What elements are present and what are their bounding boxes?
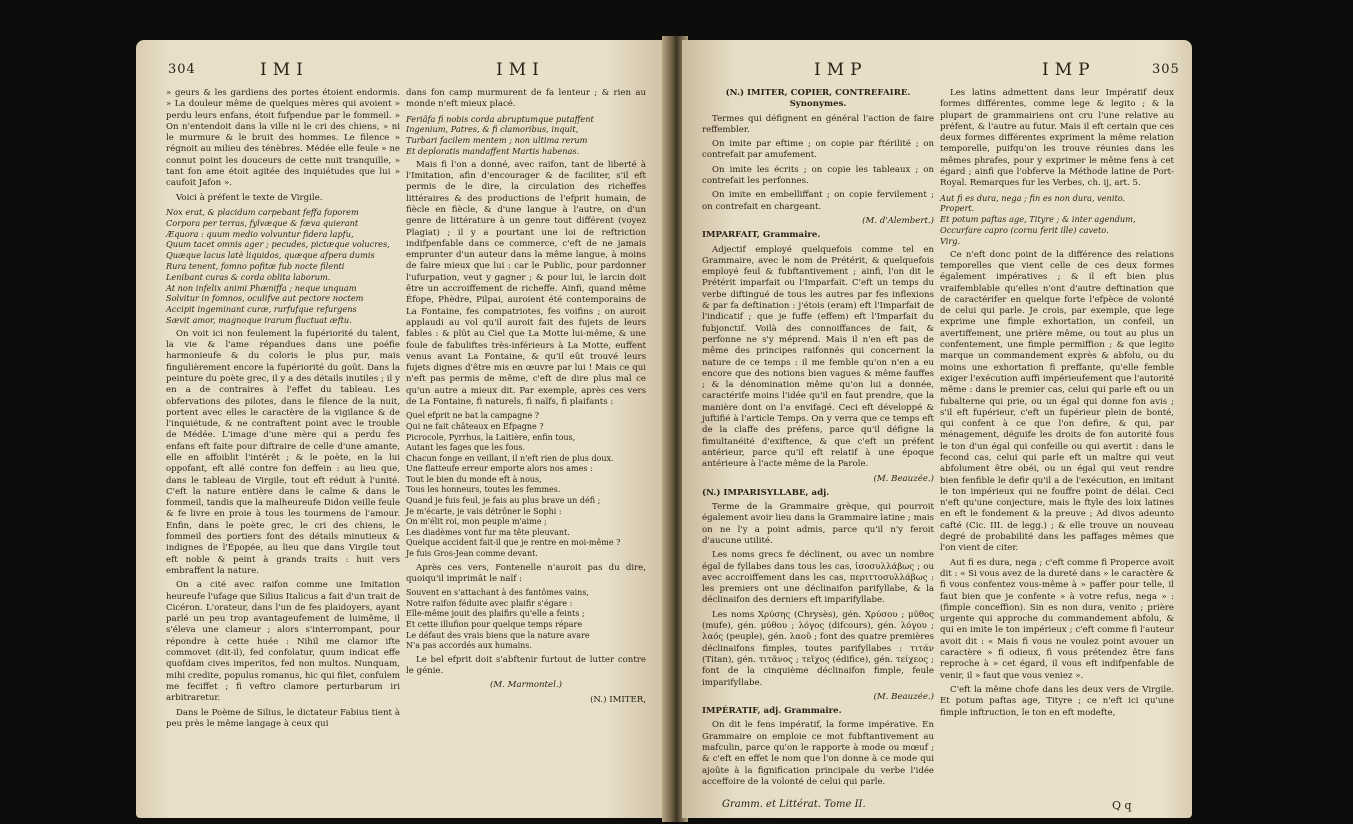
right-column-2 bbox=[940, 88, 1174, 722]
french-verse: Souvent en s'attachant à des fantômes vains, Notre raifon féduite avec plaifir s'égare : Elle-même jouit des plaifirs qu'elle a feints ; Et cette illufion pour quelque temps répare Le défaut des vrais biens que la nature avare N'a pas accordés aux humains. bbox=[406, 588, 590, 651]
paragraph: Les noms Χρύσης (Chrysès), gén. Χρύσου ; μῦθος (mufe), gén. μύθου ; λόγος (difcours), gén. λόγου ; λαός (peuple), gén. λαοῦ ; font des quatre premières déclinaifons fimples, toutes parifyllabes : τιτάν (Titan), gén. τιτᾶνος ; τεῖχος (édifice), gén. τείχεος ; font de la cinquième déclinaifon fimple, feule imparifyllabe. bbox=[702, 609, 934, 688]
latin-verse: Nox erat, & placidum carpebant feffa foporem Corpora per terras, fylvæque & fæva quierant Æquora : quum medio volvuntur fidera lapfu, Quum tacet omnis ager ; pecudes, pictæque volucres, Quæque lacus latè liquidos, quæque afpera dumis Rura tenent, fomno pofitæ fub nocte filenti Lenibant curas & corda oblita laborum. At non infelix animi Phæniffa ; neque unquam Solvitur in fomnos, oculifve aut pectore noctem Accipit ingeminant curæ, rurfufque refurgens Sævit amor, magnoque irarum fluctuat æftu. bbox=[166, 206, 390, 325]
catchword: (N.) IMITER, bbox=[590, 694, 646, 705]
paragraph: Les noms grecs fe déclinent, ou avec un nombre égal de fyllabes dans tous les cas, ἰσοσυλλάβως ; ou avec accroiffement dans les cas, περιττοσυλλάβως : les premiers ont une déclinaifon parifyllabe, & la déclinaifon des derniers eft imparifyllabe. bbox=[702, 550, 934, 606]
paragraph: Après ces vers, Fontenelle n'auroit pas du dire, quoiqu'il imprimât le naïf : bbox=[406, 562, 646, 584]
left-page bbox=[136, 40, 668, 818]
entry-heading: (N.) IMITER, COPIER, CONTREFAIRE. Synonymes. bbox=[725, 88, 911, 110]
running-head: IMI bbox=[496, 60, 545, 80]
author-signature: (M. Beauzée.) bbox=[873, 691, 934, 702]
paragraph: On voit ici non feulement la fupériorité du talent, la vie & l'ame répandues dans une poéfie harmonieufe & du coloris le plus pur, mais fingulièrement encore la fupériorité du goût. Dans la peinture du poète grec, il y a des détails inutiles ; il y en a de contraires à l'effet du tableau. Les obfervations des pilotes, dans le filence de la nuit, portent avec elles le caractère de la vigilance & de l'inquiétude, & ne contraftent point avec le trouble de Médée. L'image d'une mère qui a perdu fes enfans eft faite pour diftraire de celle d'une amante, elle en affoiblit l'intérêt ; & le poète, en la lui oppofant, eft allé contre fon deffein : au lieu que, dans le tableau de Virgile, tout eft réduit à l'unité. C'eft la nature entière dans le calme & dans le fommeil, tandis que la malheureufe Didon veille feule & fe livre en proie à tous les tourmens de l'amour. Enfin, dans le poète grec, le cri des chiens, le fommeil des portiers font des détails minutieux & indignes de l'Épopée, au lieu que dans Virgile tout eft noble & peint à grands traits : huit vers embraffent la nature. bbox=[166, 328, 400, 576]
signature-mark: Q q bbox=[1112, 799, 1132, 812]
left-column-2 bbox=[406, 88, 646, 709]
author-signature: (M. Marmontel.) bbox=[490, 680, 562, 691]
author-signature: (M. Beauzée.) bbox=[873, 473, 934, 484]
latin-verse: Aut fi es dura, nega ; fin es non dura, venito. Propert. Et potum paftas age, Tityre ; & inter agendum, Occurfare capro (cornu ferit ille) caveto. Virg. bbox=[940, 192, 1136, 246]
paragraph: Aut fi es dura, nega ; c'eft comme fi Properce avoit dit : « Si vous avez de la dureté dans » le caractère & fi vous confentez vous-même à » paffer pour telle, il faut bien que je confente » à votre refus, nega » : (fimple conceffion). Sin es non dura, venito ; prière urgente qui approche du commandement abfolu, & qui en imite le ton impérieux ; c'eft comme fi l'auteur avoit dit : « Mais fi vous ne voulez point avouer un caractère » fi odieux, fi vous prétendez être fans reproche à » cet égard, il vous eft indifpenfable de venir, il » faut que vous veniez ». bbox=[940, 557, 1174, 681]
quote-paragraph: » geurs & les gardiens des portes étoient endormis. » La douleur même de quelques mères qui avoient » perdu leurs enfans, étoit fufpendue par le fommeil. » On n'entendoit dans la ville ni le cri des chiens, » ni le murmure & le bruit des hommes. Le filence » régnoit au milieu des ténèbres. Médée elle feule » ne connut point les douceurs de cette nuit tranquille, » tant fon ame étoit agitée des inquiétudes que lui » caufoit Jafon ». bbox=[166, 88, 400, 189]
paragraph: Dans le Poème de Silius, le dictateur Fabius tient à peu près le même langage à ceux qui bbox=[166, 707, 400, 729]
paragraph: Ce n'eft donc point de la différence des relations temporelles que vient celle de ces deux formes également impératives ; & il eft bien plus vraifemblable qu'elles n'ont d'autre deftination que de caractérifer en quelque forte l'efpèce de volonté de celui qui parle. Je crois, par exemple, que lege exprime une fimple exhortation, un confeil, un avertiffement, une prière même, ou tout au plus un confentement, une fimple permiffion ; & que legito marque un commandement exprès & abfolu, ou du moins une exhortation fi preffante, qu'elle femble exiger l'exécution auffi impérieufement que l'autorité même : dans le premier cas, celui qui parle eft ou un fubalterne qui prie, ou un égal qui donne fon avis ; s'il eft fupérieur, c'eft un fupérieur plein de bonté, qui confent à ce que l'on defire, & qui, par ménagement, déguife les droits de fon autorité fous le ton d'un égal qui confeille ou qui avertit : dans le fecond cas, celui qui parle eft un maître qui veut abfolument être obéi, ou un égal qui veut rendre bien fenfible le defir qu'il a de l'exécution, en imitant le ton impérieux qui ne fouffre point de délai. Ceci n'eft qu'une conjecture, mais le ftyle des loix latines en eft le fondement & la preuve ; Ad divos adeunto cafté (Cic. III. de legg.) ; & elle trouve un nouveau degré de probabilité dans les paffages mêmes que l'on vient de citer. bbox=[940, 249, 1174, 554]
left-column-1 bbox=[166, 88, 400, 733]
paragraph: C'eft la même chofe dans les deux vers de Virgile. Et potum paftas age, Tityre ; ce n'eft ici qu'une fimple inftruction, le ton en eft modefte, bbox=[940, 684, 1174, 718]
paragraph: Les latins admettent dans leur Impératif deux formes différentes, comme lege & legito ; & la plupart de grammairiens ont cru l'une relative au préfent, & l'autre au futur. Mais il eft certain que ces deux formes différentes expriment la même relation temporelle, puifqu'on les trouve réunies dans les mêmes phrafes, pour y exprimer le même fens à cet égard ; ainfi que l'obferve la Méthode latine de Port-Royal. Remarques fur les Verbes, ch. ij, art. 5. bbox=[940, 88, 1174, 189]
page-number: 304 bbox=[168, 62, 196, 77]
latin-verse: Feriâfa fi nobis corda abruptumque putaffent Ingenium, Patres, & fi clamoribus, inquit, Turbari facilem mentem ; non ultima rerum Et deploratis mandaffent Martis habenas. bbox=[406, 113, 594, 156]
page-number: 305 bbox=[1152, 62, 1180, 77]
paragraph: Voici à préfent le texte de Virgile. bbox=[176, 192, 323, 203]
paragraph: On imite par eftime ; on copie par ftérilité ; on contrefait par amufement. bbox=[702, 139, 934, 161]
volume-footer: Gramm. et Littérat. Tome II. bbox=[722, 799, 866, 810]
author-signature: (M. d'Alembert.) bbox=[862, 215, 934, 226]
running-head: IMP bbox=[1042, 60, 1096, 80]
paragraph: Mais fi l'on a donné, avec raifon, tant de liberté à l'Imitation, afin d'encourager & de faciliter, s'il eft permis de le dire, la circulation des richeffes littéraires & des productions de l'efprit humain, de fiècle en fiècle, & d'une langue à l'autre, on d'un genre de littérature à un genre tout différent (voyez Plagiat) ; il y a pourtant une loi de reftriction indifpenfable dans ce commerce, c'eft de ne jamais emprunter d'un auteur dans la même langue, à moins de faire mieux que lui : car le Public, pour pardonner l'ufurpation, veut y gagner ; & pour lui, le larcin doit être un accroiffement de richeffe. Ainfi, quand même Éfope, Phèdre, Pilpai, auroient été contemporains de La Fontaine, fes compatriotes, fes voifins ; on auroit applaudi au vol qu'il auroit fait des fujets de leurs fables : & plût au Ciel que La Motte lui-même, & une foule de fabuliftes très-inférieurs à La Motte, euffent venus avant La Fontaine, & qu'il eût trouvé leurs fujets dignes d'être mis en œuvre par lui ! Mais ce qui n'eft pas permis de même, c'eft de dire plus mal ce qu'un autre a mieux dit. Par exemple, après ces vers de La Fontaine, fi naturels, fi naïfs, fi plaifants : bbox=[406, 159, 646, 408]
paragraph: On a cité avec raifon comme une Imitation heureufe l'ufage que Silius Italicus a fait d'un trait de Cicéron. L'orateur, dans l'un de fes plaidoyers, ayant parlé un peu trop avantageufement de luimême, il s'éleva une clameur ; alors s'interrompant, pour répondre à cette huée : Nihil me clamor ifte commovet (dit-il), fed confolatur, quum indicat effe quofdam cives imperitos, fed non multos. Nunquam, mihi credite, populus romanus, hic qui filet, confulem me feciffet ; fi veftro clamore perturbarum iri arbitraretur. bbox=[166, 580, 400, 704]
french-verse: Quel efprit ne bat la campagne ? Qui ne fait châteaux en Efpagne ? Picrocole, Pyrrhus, la Laitière, enfin tous, Autant les fages que les fous. Chacun fonge en veillant, il n'eft rien de plus doux. Une flatteufe erreur emporte alors nos ames : Tout le bien du monde eft à nous, Tous les honneurs, toutes les femmes. Quand je fuis feul, je fais au plus brave un défi ; Je m'écarte, je vais détrôner le Sophi : On m'élit roi, mon peuple m'aime ; Les diadèmes vont fur ma tête pleuvant. Quelque accident fait-il que je rentre en moi-même ? Je fuis Gros-Jean comme devant. bbox=[406, 411, 621, 559]
running-head: IMI bbox=[260, 60, 309, 80]
entry-heading: IMPÉRATIF, adj. Grammaire. bbox=[702, 706, 842, 717]
entry-heading: IMPARFAIT, Grammaire. bbox=[702, 230, 821, 241]
paragraph: On dit le fens impératif, la forme impérative. En Grammaire on emploie ce mot fubftantivement au mafculin, parce qu'on le rapporte à mode ou mœuf ; & c'eft en effet le nom que l'on donne à ce mode qui ajoûte à la fignification principale du verbe l'idée acceffoire de la volonté de celui qui parle. bbox=[702, 720, 934, 787]
right-column-1 bbox=[702, 88, 934, 791]
paragraph: Termes qui défignent en général l'action de faire reffembler. bbox=[702, 113, 934, 135]
right-page bbox=[682, 40, 1192, 818]
paragraph: On imite les écrits ; on copie les tableaux ; on contrefait les perfonnes. bbox=[702, 164, 934, 187]
paragraph: Le bel efprit doit s'abftenir furtout de lutter contre le génie. bbox=[406, 654, 646, 677]
paragraph: Terme de la Grammaire grèque, qui pourroit également avoir lieu dans la Grammaire latine ; mais on ne l'y a point admis, parce qu'il n'y feroit d'aucune utilité. bbox=[702, 502, 934, 546]
entry-heading: (N.) IMPARISYLLABE, adj. bbox=[702, 487, 830, 498]
running-head: IMP bbox=[814, 60, 868, 80]
paragraph: On imite en embelliffant ; on copie fervilement ; on contrefait en chargeant. bbox=[702, 190, 934, 212]
paragraph: dans fon camp murmurent de fa lenteur ; & rien au monde n'eft mieux placé. bbox=[406, 88, 646, 110]
paragraph: Adjectif employé quelquefois comme tel en Grammaire, avec le nom de Prétérit, & quelquefois employé feul & fubftantivement ; ainfi, l'on dit le Prétérit imparfait ou l'Imparfait. C'eft un temps du verbe diftingué de tous les autres par fes inflexions & par fa deftination : j'étois (eram) eft l'Imparfait de l'indicatif ; que je fuffe (effem) eft l'Imparfait du fubjonctif. Voilà des connoiffances de fait, & perfonne ne s'y méprend. Mais il n'en eft pas de même des principes raifonnés qui concernent la nature de ce temps : il me femble qu'on n'en a eu encore que des notions bien vagues & même fauffes ; & la dénomination même qu'on lui a donnée, caractérife moins l'idée qu'il en faut prendre, que la manière dont on l'a envifagé. Ceci eft développé & juftifié à l'article Temps. On y verra que ce temps eft de la claffe des préfens, parce qu'il défigne la fimultanéité d'exiftence, & que c'eft un préfent antérieur, parce qu'il eft relatif à une époque antérieure à l'acte même de la Parole. bbox=[702, 244, 934, 470]
